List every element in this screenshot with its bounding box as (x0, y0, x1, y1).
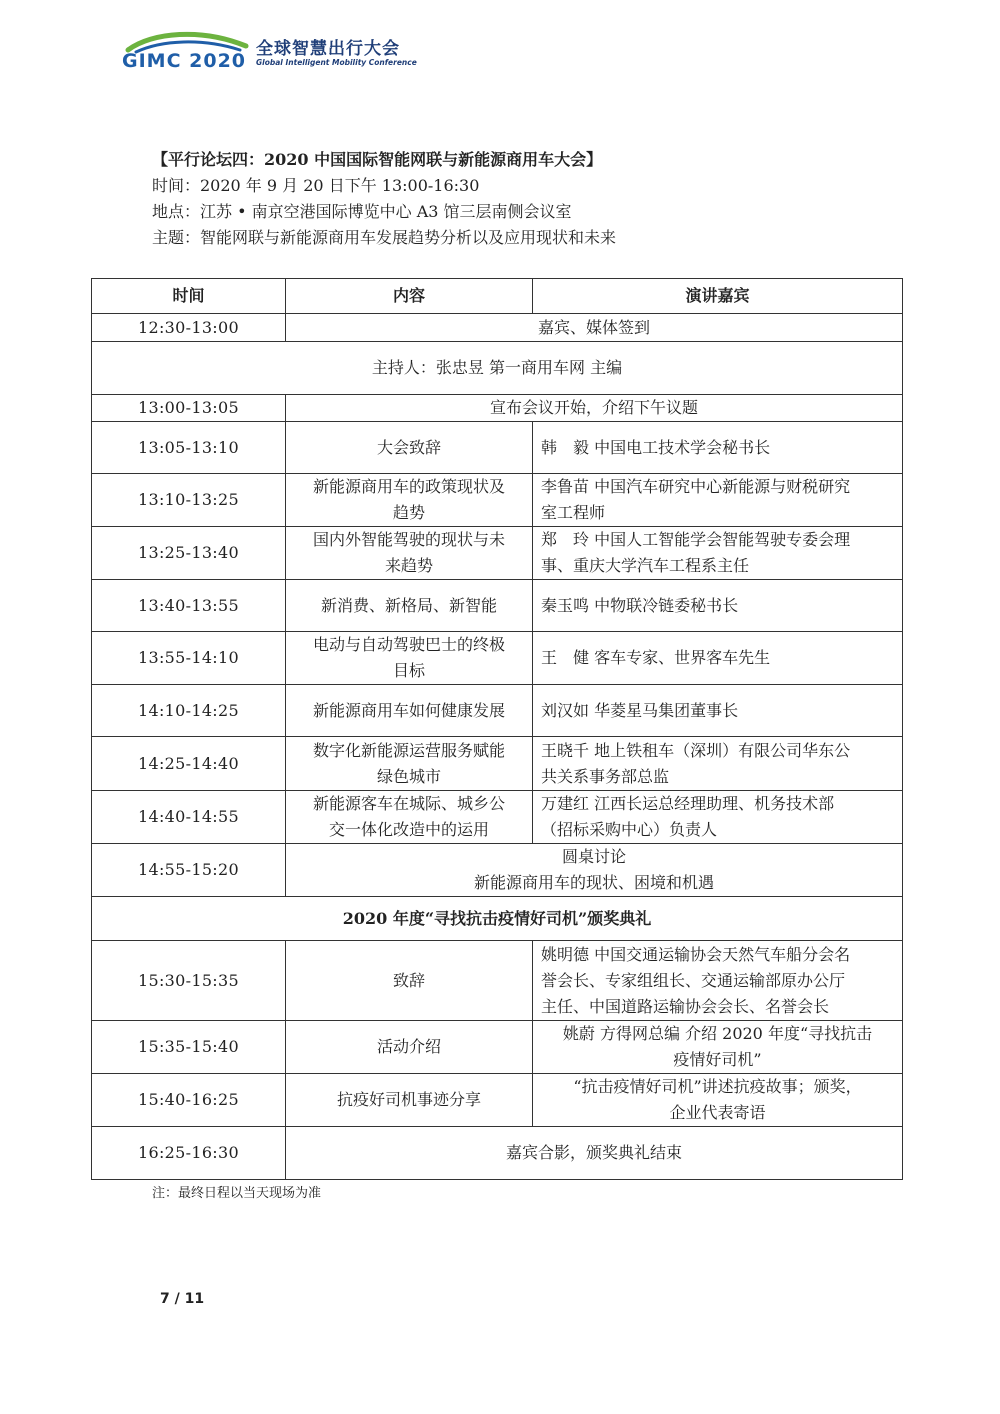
page-number: 7 / 11 (160, 1291, 205, 1307)
table-row (92, 791, 903, 844)
cell-line: 来趋势 (384, 556, 433, 575)
cell-line: 企业代表寄语 (669, 1103, 766, 1122)
cell-line: 室工程师 (541, 503, 606, 522)
table-row (92, 1074, 903, 1127)
header-time: 时间 (92, 279, 286, 314)
row-time: 13:25-13:40 (92, 527, 286, 580)
cell-line: 誉会长、专家组组长、交通运输部原办公厅 (541, 970, 846, 990)
row-time: 13:40-13:55 (92, 580, 286, 632)
cell-line: 国内外智能驾驶的现状与未 (312, 530, 505, 549)
ceremony-title: 2020 年度“寻找抗击疫情好司机”颁奖典礼 (92, 897, 903, 941)
cell-line: 韩 毅 中国电工技术学会秘书长 (541, 437, 771, 457)
row-speaker (533, 632, 903, 685)
cell-line: 疫情好司机” (673, 1050, 762, 1069)
row-speaker (533, 1021, 903, 1074)
row-time: 14:25-14:40 (92, 737, 286, 791)
cell-line: （招标采购中心）负责人 (541, 820, 718, 839)
row-time: 13:05-13:10 (92, 422, 286, 474)
cell-line: “抗击疫情好司机”讲述抗疫故事；颁奖， (573, 1077, 862, 1096)
row-topic (286, 1021, 533, 1074)
table-header-row (92, 279, 903, 314)
cell-line: 事、重庆大学汽车工程系主任 (541, 556, 750, 575)
conference-subtitle: Global Intelligent Mobility Conference (256, 58, 417, 67)
row-speaker (533, 791, 903, 844)
row-topic (286, 580, 533, 632)
table-row (92, 474, 903, 527)
row-speaker (533, 1074, 903, 1127)
row-topic (286, 422, 533, 474)
cell-line: 万建红 江西长运总经理助理、机务技术部 (541, 794, 835, 813)
row-speaker (533, 527, 903, 580)
forum-intro (152, 146, 912, 251)
cell-line: 共关系事务部总监 (541, 766, 670, 786)
table-row (92, 580, 903, 632)
row-speaker (533, 685, 903, 737)
cell-line: 抗疫好司机事迹分享 (336, 1090, 481, 1109)
forum-theme: 主题：智能网联与新能源商用车发展趋势分析以及应用现状和未来 (152, 228, 617, 247)
table-row (92, 527, 903, 580)
cell-line: 郑 玲 中国人工智能学会智能驾驶专委会理 (541, 530, 851, 549)
cell-line: 新能源商用车的政策现状及 (312, 477, 505, 496)
cell-line: 目标 (392, 661, 425, 680)
cell-line: 新消费、新格局、新智能 (320, 595, 497, 615)
table-row (92, 737, 903, 791)
roundtable-topic: 新能源商用车的现状、困境和机遇 (473, 873, 714, 892)
cell-line: 姚蔚 方得网总编 介绍 2020 年度“寻找抗击 (562, 1024, 873, 1043)
table-row (92, 1021, 903, 1074)
conference-title: 全球智慧出行大会 (256, 39, 400, 59)
header-speaker: 演讲嘉宾 (533, 279, 903, 314)
table-row (92, 941, 903, 1021)
row-topic (286, 1074, 533, 1127)
row-content: 嘉宾、媒体签到 (286, 314, 903, 342)
row-speaker (533, 737, 903, 791)
cell-line: 刘汉如 华菱星马集团董事长 (541, 700, 739, 720)
cell-line: 姚明德 中国交通运输协会天然气车船分会名 (541, 944, 851, 964)
row-time: 15:35-15:40 (92, 1021, 286, 1074)
roundtable-title: 圆桌讨论 (561, 847, 626, 866)
row-content: 宣布会议开始，介绍下午议题 (286, 395, 903, 422)
row-speaker (533, 422, 903, 474)
row-speaker (533, 474, 903, 527)
cell-line: 王晓千 地上铁租车（深圳）有限公司华东公 (541, 740, 851, 760)
table-row (92, 422, 903, 474)
row-time: 15:30-15:35 (92, 941, 286, 1021)
row-topic (286, 685, 533, 737)
row-time: 15:40-16:25 (92, 1074, 286, 1127)
row-topic (286, 474, 533, 527)
cell-line: 大会致辞 (376, 437, 441, 457)
cell-line: 致辞 (392, 970, 425, 990)
footnote: 注：最终日程以当天现场为准 (152, 1186, 322, 1201)
roundtable-content (286, 844, 903, 897)
roundtable-row (92, 844, 903, 897)
cell-line: 新能源客车在城际、城乡公 (312, 794, 505, 813)
cell-line: 趋势 (392, 503, 425, 522)
row-time: 14:10-14:25 (92, 685, 286, 737)
header-content: 内容 (286, 279, 533, 314)
row-time: 13:55-14:10 (92, 632, 286, 685)
row-speaker (533, 580, 903, 632)
cell-line: 秦玉鸣 中物联冷链委秘书长 (541, 595, 739, 615)
row-time: 14:55-15:20 (92, 844, 286, 897)
cell-line: 主任、中国道路运输协会会长、名誉会长 (541, 996, 830, 1016)
row-topic (286, 941, 533, 1021)
schedule-table (91, 278, 903, 1180)
row-time: 14:40-14:55 (92, 791, 286, 844)
table-row (92, 685, 903, 737)
row-time: 13:00-13:05 (92, 395, 286, 422)
host-row (92, 342, 903, 395)
closing-row (92, 1127, 903, 1180)
cell-line: 电动与自动驾驶巴士的终极 (312, 635, 505, 654)
row-content: 嘉宾合影，颁奖典礼结束 (286, 1127, 903, 1180)
forum-title: 【平行论坛四：2020 中国国际智能网联与新能源商用车大会】 (152, 150, 603, 169)
row-topic (286, 527, 533, 580)
signin-row (92, 314, 903, 342)
host-text: 主持人：张忠昱 第一商用车网 主编 (92, 342, 903, 395)
forum-location: 地点：江苏 • 南京空港国际博览中心 A3 馆三层南侧会议室 (152, 202, 572, 221)
row-topic (286, 632, 533, 685)
row-topic (286, 737, 533, 791)
row-time: 16:25-16:30 (92, 1127, 286, 1180)
cell-line: 王 健 客车专家、世界客车先生 (541, 648, 771, 667)
opening-row (92, 395, 903, 422)
cell-line: 交一体化改造中的运用 (328, 820, 489, 839)
cell-line: 活动介绍 (376, 1037, 441, 1056)
table-row (92, 632, 903, 685)
cell-line: 数字化新能源运营服务赋能 (312, 740, 505, 760)
row-topic (286, 791, 533, 844)
forum-time: 时间：2020 年 9 月 20 日下午 13:00-16:30 (152, 176, 480, 195)
row-time: 12:30-13:00 (92, 314, 286, 342)
cell-line: 绿色城市 (376, 766, 441, 786)
ceremony-row (92, 897, 903, 941)
row-speaker (533, 941, 903, 1021)
cell-line: 新能源商用车如何健康发展 (312, 700, 505, 720)
logo-wordmark: GIMC 2020 (122, 50, 247, 72)
row-time: 13:10-13:25 (92, 474, 286, 527)
cell-line: 李鲁苗 中国汽车研究中心新能源与财税研究 (541, 477, 851, 496)
